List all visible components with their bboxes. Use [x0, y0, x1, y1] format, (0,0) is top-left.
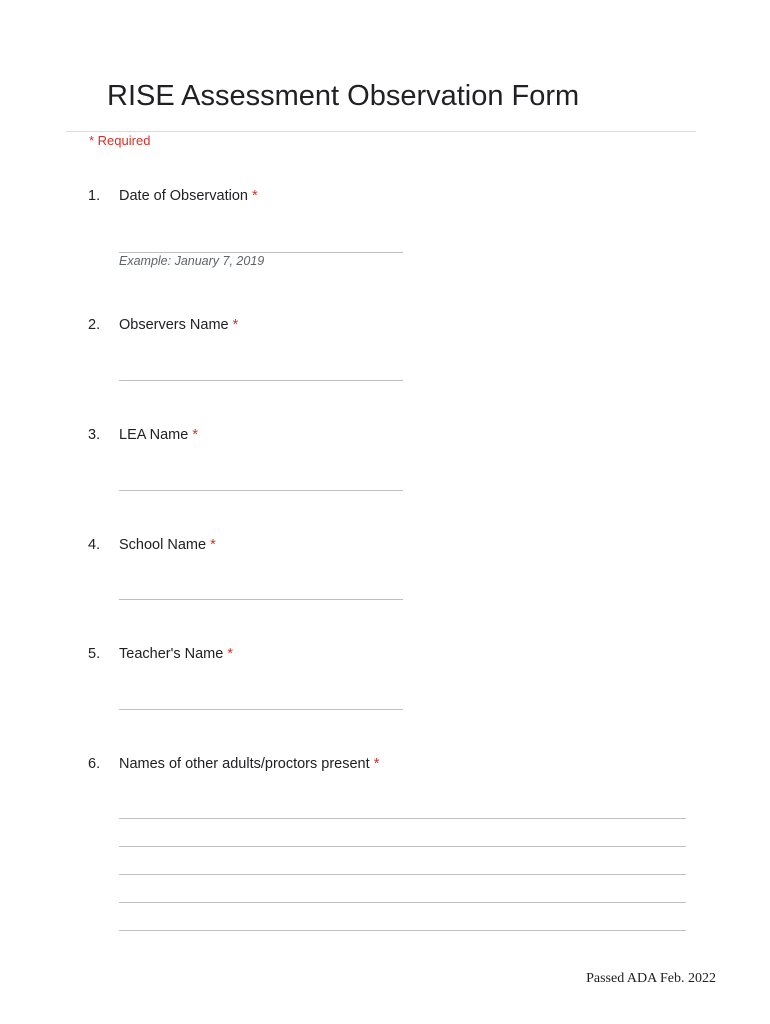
- required-marker: *: [192, 427, 199, 443]
- date-of-observation-answer-line[interactable]: [119, 252, 403, 253]
- other-adults-answer-line-1[interactable]: [119, 818, 686, 819]
- form-title: RISE Assessment Observation Form: [107, 80, 580, 112]
- other-adults-answer-line-2[interactable]: [119, 846, 686, 847]
- question-number: 4.: [88, 537, 101, 553]
- school-name-answer-line[interactable]: [119, 599, 403, 600]
- question-label: School Name: [119, 537, 207, 553]
- question-2: [88, 317, 238, 333]
- question-label: Date of Observation: [119, 188, 248, 204]
- title-divider: [66, 131, 696, 132]
- question-number: 5.: [88, 646, 101, 662]
- question-6: [88, 756, 379, 772]
- required-marker: *: [373, 756, 380, 772]
- required-marker: *: [252, 188, 258, 204]
- teachers-name-answer-line[interactable]: [119, 709, 403, 710]
- question-number: 3.: [88, 427, 101, 443]
- question-3: [88, 427, 198, 443]
- observers-name-answer-line[interactable]: [119, 380, 403, 381]
- question-label: LEA Name: [119, 427, 189, 443]
- other-adults-answer-line-3[interactable]: [119, 874, 686, 875]
- required-marker: *: [210, 537, 216, 553]
- other-adults-answer-line-4[interactable]: [119, 902, 686, 903]
- question-number: 2.: [88, 317, 101, 333]
- ada-footer-note: Passed ADA Feb. 2022: [586, 971, 716, 986]
- required-note: * Required: [89, 133, 151, 148]
- date-hint: Example: January 7, 2019: [119, 254, 265, 268]
- question-label: Teacher's Name: [119, 646, 224, 662]
- other-adults-answer-line-5[interactable]: [119, 930, 686, 931]
- question-number: 1.: [88, 188, 101, 204]
- question-5: [88, 646, 233, 662]
- question-number: 6.: [88, 756, 101, 772]
- question-4: [88, 537, 216, 553]
- question-label: Observers Name: [119, 317, 229, 333]
- required-marker: *: [232, 317, 239, 333]
- question-label: Names of other adults/proctors present: [119, 756, 370, 772]
- question-1: [88, 188, 258, 204]
- required-marker: *: [227, 646, 233, 662]
- lea-name-answer-line[interactable]: [119, 490, 403, 491]
